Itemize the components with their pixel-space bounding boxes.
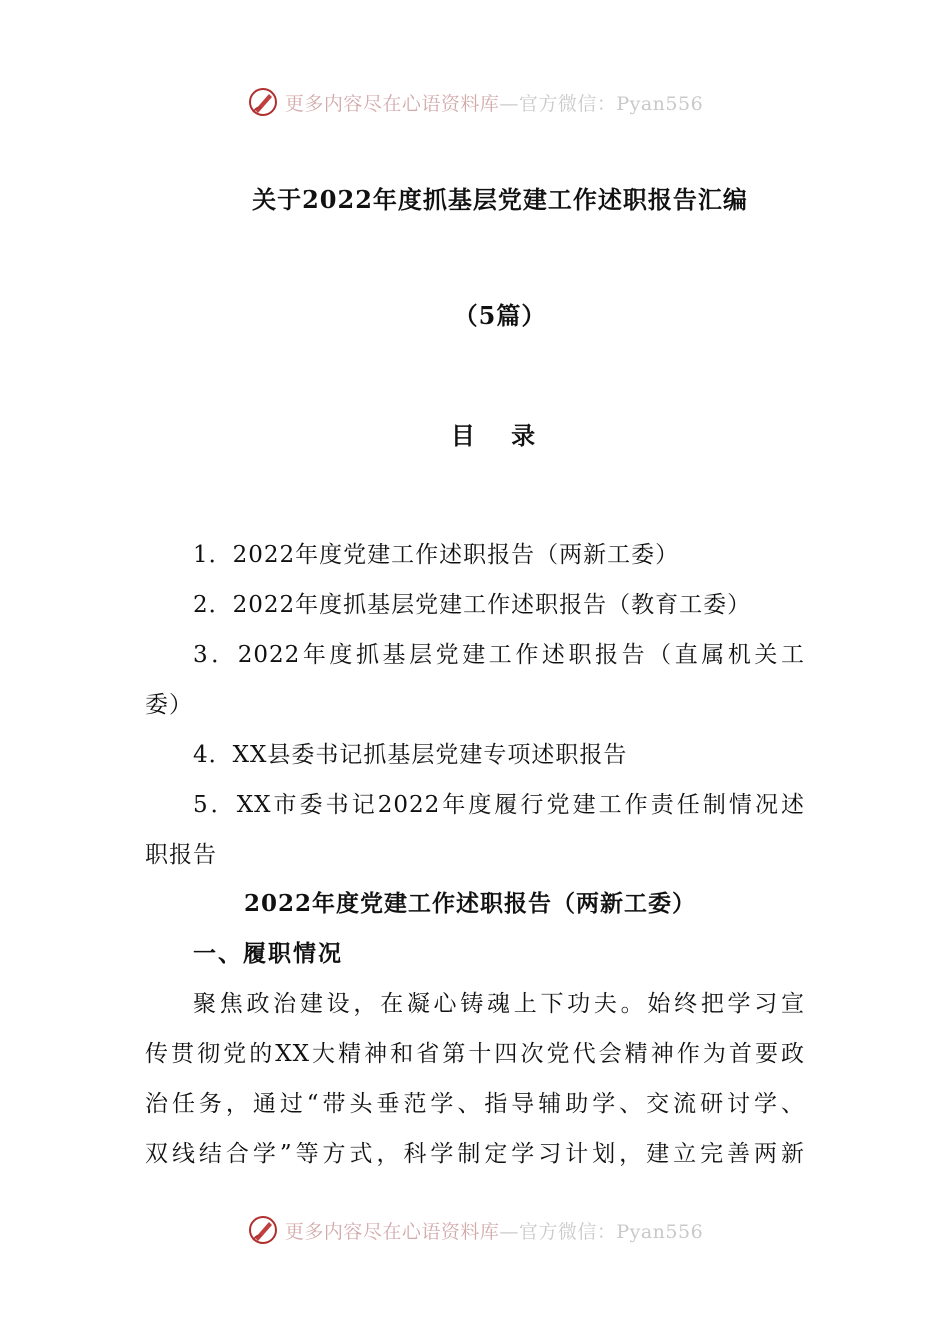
document-count: （5篇） <box>453 301 547 330</box>
toc-item-1: 1．2022年度党建工作述职报告（两新工委） <box>193 542 680 568</box>
watermark-bottom <box>0 1212 950 1248</box>
watermark-top <box>0 84 950 120</box>
watermark-main: 更多内容尽在心语资料库 <box>284 92 500 115</box>
watermark-sub: —官方微信：Pyan556 <box>499 1220 704 1243</box>
section-heading: 一、履职情况 <box>193 940 343 967</box>
toc-heading: 目 录 <box>450 421 550 450</box>
toc-item-5-line-2: 职报告 <box>145 842 217 868</box>
toc-item-2: 2．2022年度抓基层党建工作述职报告（教育工委） <box>193 592 752 618</box>
toc-item-3-line-2: 委） <box>145 692 193 718</box>
toc-item-4: 4．XX县委书记抓基层党建专项述职报告 <box>193 742 628 768</box>
section-title: 2022年度党建工作述职报告（两新工委） <box>243 890 696 917</box>
paragraph-line-2: 传贯彻党的XX大精神和省第十四次党代会精神作为首要政 <box>145 1041 805 1067</box>
watermark-text <box>285 1217 703 1244</box>
toc-item-3-line-1: 3．2022年度抓基层党建工作述职报告（直属机关工 <box>193 642 805 668</box>
paragraph-line-3: 治任务，通过“带头垂范学、指导辅助学、交流研讨学、 <box>145 1091 805 1117</box>
pen-logo-icon <box>247 1214 279 1246</box>
paragraph-line-4: 双线结合学”等方式，科学制定学习计划，建立完善两新 <box>145 1141 805 1167</box>
toc-item-5-line-1: 5．XX市委书记2022年度履行党建工作责任制情况述 <box>193 792 805 818</box>
paragraph-line-1: 聚焦政治建设，在凝心铸魂上下功夫。始终把学习宣 <box>193 991 805 1017</box>
watermark-main: 更多内容尽在心语资料库 <box>284 1220 500 1243</box>
watermark-text <box>285 89 703 116</box>
document-title: 关于2022年度抓基层党建工作述职报告汇编 <box>252 185 748 214</box>
pen-logo-icon <box>247 86 279 118</box>
watermark-sub: —官方微信：Pyan556 <box>499 92 704 115</box>
